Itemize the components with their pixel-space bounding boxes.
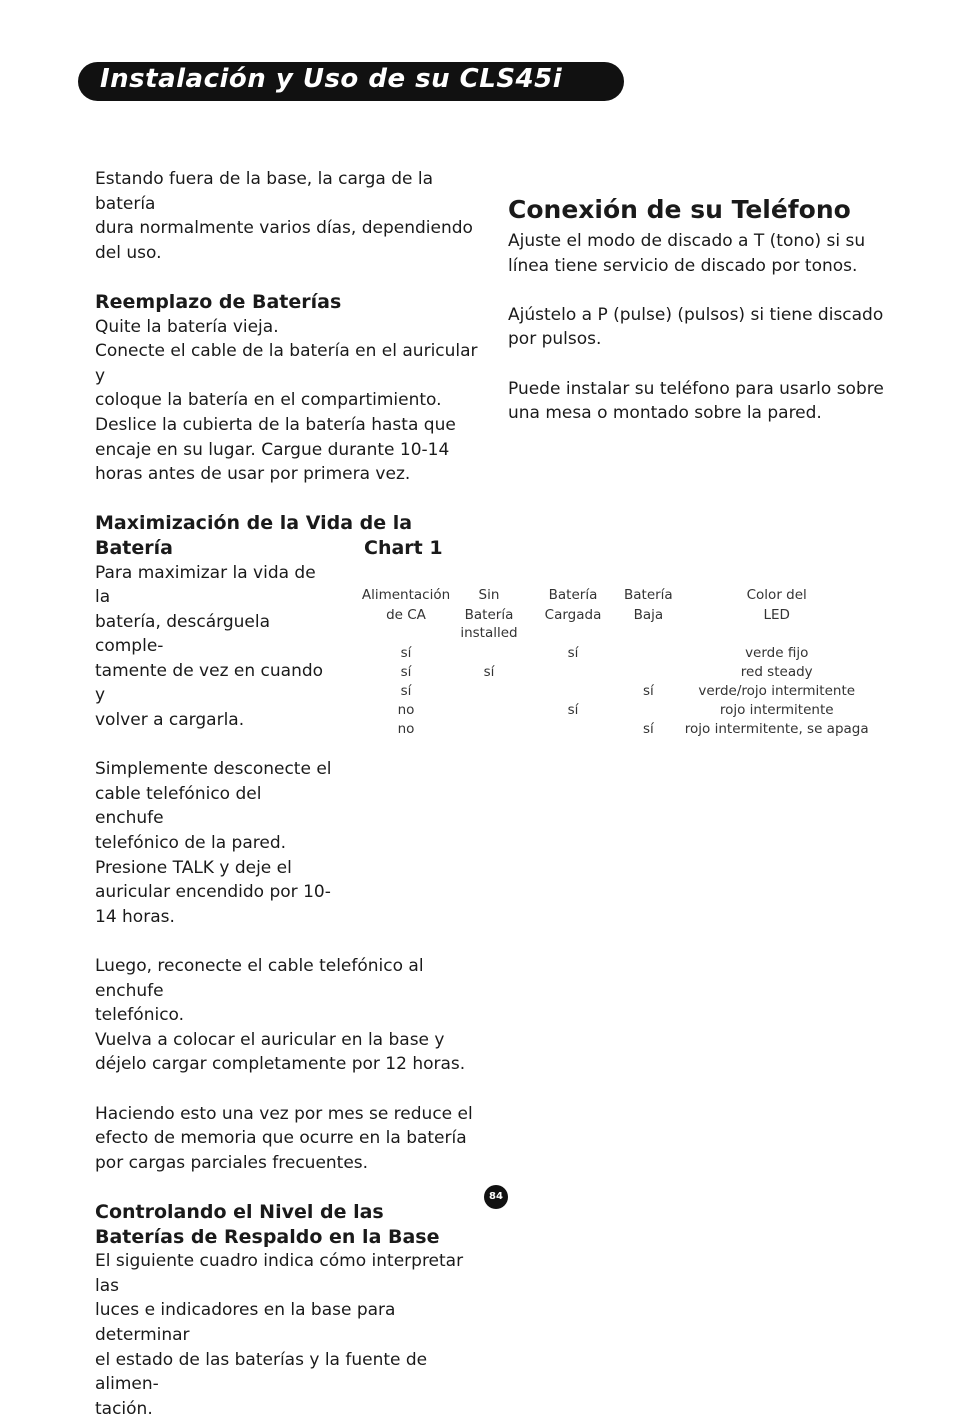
replace-line: horas antes de usar por primera vez. bbox=[95, 464, 411, 485]
maximize-line: 14 horas. bbox=[95, 906, 175, 927]
chart-header-cell: Batería bbox=[624, 587, 673, 603]
chart-header-cell bbox=[624, 625, 673, 644]
status-chart-table bbox=[356, 585, 881, 739]
chart-header-cell bbox=[356, 625, 456, 644]
chart-title: Chart 1 bbox=[364, 537, 443, 559]
table-cell bbox=[624, 663, 673, 682]
maximize-line: cable telefónico del enchufe bbox=[95, 783, 262, 829]
table-cell bbox=[624, 644, 673, 663]
maximize-line: Luego, reconecte el cable telefónico al enchufe bbox=[95, 956, 424, 1001]
control-line: el estado de las baterías y la fuente de alimen- bbox=[95, 1349, 428, 1395]
intro-line: dura normalmente varios días, dependiendo bbox=[95, 218, 473, 239]
page-number-badge: 84 bbox=[484, 1185, 508, 1209]
chart-header-row bbox=[356, 585, 881, 605]
maximize-line: telefónico de la pared. bbox=[95, 833, 287, 854]
table-cell: sí bbox=[400, 664, 412, 680]
chart-header-cell: Sin bbox=[478, 587, 500, 603]
table-cell: red steady bbox=[740, 664, 813, 680]
connection-line: por pulsos. bbox=[508, 329, 602, 350]
control-line: luces e indicadores en la base para determinar bbox=[95, 1300, 396, 1345]
maximize-line: Vuelva a colocar el auricular en la base y bbox=[95, 1029, 445, 1050]
maximize-line: tamente de vez en cuando y bbox=[95, 660, 324, 706]
maximize-line: Haciendo esto una vez por mes se reduce el bbox=[95, 1103, 473, 1124]
table-cell: sí bbox=[642, 683, 654, 699]
connection-heading: Conexión de su Teléfono bbox=[508, 195, 851, 224]
chart-header-row bbox=[356, 605, 881, 625]
chart-header-cell bbox=[522, 625, 624, 644]
chart-header-cell: LED bbox=[763, 607, 790, 623]
table-cell bbox=[522, 682, 624, 701]
connection-line: Ajústelo a P (pulse) (pulsos) si tiene discado bbox=[508, 304, 884, 325]
maximize-line: déjelo cargar completamente por 12 horas. bbox=[95, 1054, 466, 1075]
maximize-line: Presione TALK y deje el bbox=[95, 857, 292, 878]
table-cell bbox=[456, 682, 522, 701]
table-row bbox=[356, 663, 881, 682]
connection-line: Ajuste el modo de discado a T (tono) si su bbox=[508, 231, 866, 251]
chart-header-row bbox=[356, 625, 881, 644]
table-cell bbox=[522, 720, 624, 739]
maximize-line: Para maximizar la vida de la bbox=[95, 562, 316, 608]
maximize-line: efecto de memoria que ocurre en la batería bbox=[95, 1128, 467, 1149]
table-cell bbox=[456, 644, 522, 663]
table-cell: sí bbox=[567, 645, 579, 661]
table-cell: sí bbox=[400, 683, 412, 699]
connection-line: línea tiene servicio de discado por tonos. bbox=[508, 255, 858, 276]
table-cell: sí bbox=[567, 702, 579, 718]
left-column bbox=[95, 167, 490, 1421]
replace-line: encaje en su lugar. Cargue durante 10-14 bbox=[95, 439, 450, 460]
maximize-line: por cargas parciales frecuentes. bbox=[95, 1152, 369, 1173]
table-cell: no bbox=[397, 702, 415, 718]
maximize-line: auricular encendido por 10- bbox=[95, 882, 331, 903]
control-line: El siguiente cuadro indica cómo interpretar las bbox=[95, 1251, 464, 1296]
table-cell bbox=[456, 701, 522, 720]
table-row bbox=[356, 720, 881, 739]
control-line: tación. bbox=[95, 1398, 153, 1419]
table-cell: sí bbox=[483, 664, 495, 680]
table-cell bbox=[456, 720, 522, 739]
maximize-line: volver a cargarla. bbox=[95, 710, 245, 731]
chart-header-cell: Batería bbox=[464, 607, 514, 623]
control-heading: Controlando el Nivel de las bbox=[95, 1200, 384, 1223]
chart-header-cell: Color del bbox=[746, 587, 807, 603]
table-cell: sí bbox=[400, 645, 412, 661]
chart-header-cell: Baja bbox=[633, 607, 664, 623]
chart-header-cell: installed bbox=[460, 625, 518, 641]
replace-line: Conecte el cable de la batería en el auricular y bbox=[95, 341, 478, 386]
table-cell: verde fijo bbox=[745, 645, 809, 661]
table-cell bbox=[624, 701, 673, 720]
replace-line: Deslice la cubierta de la batería hasta que bbox=[95, 414, 456, 435]
table-cell: verde/rojo intermitente bbox=[698, 683, 856, 699]
table-row bbox=[356, 644, 881, 663]
table-cell: sí bbox=[642, 721, 654, 737]
maximize-heading: Batería bbox=[95, 536, 173, 559]
header-banner bbox=[78, 62, 624, 101]
chart-header-cell: Alimentación bbox=[361, 587, 451, 603]
maximize-line: batería, descárguela comple- bbox=[95, 611, 270, 657]
chart-header-cell bbox=[673, 625, 881, 644]
intro-line: Estando fuera de la base, la carga de la batería bbox=[95, 169, 434, 214]
replace-line: Quite la batería vieja. bbox=[95, 316, 279, 337]
maximize-line: telefónico. bbox=[95, 1005, 185, 1026]
table-row bbox=[356, 701, 881, 720]
maximize-line: Simplemente desconecte el bbox=[95, 759, 332, 780]
table-cell: rojo intermitente bbox=[719, 702, 834, 718]
table-cell: rojo intermitente, se apaga bbox=[684, 721, 869, 737]
chart-header-cell: Batería bbox=[548, 587, 598, 603]
intro-line: del uso. bbox=[95, 242, 162, 263]
right-column bbox=[508, 193, 888, 426]
table-cell: no bbox=[397, 721, 415, 737]
replace-heading: Reemplazo de Baterías bbox=[95, 290, 342, 313]
page-title: Instalación y Uso de su CLS45i bbox=[100, 64, 563, 94]
connection-line: Puede instalar su teléfono para usarlo sobre bbox=[508, 378, 884, 399]
connection-line: una mesa o montado sobre la pared. bbox=[508, 403, 822, 424]
chart-header-cell: Cargada bbox=[544, 607, 602, 623]
table-row bbox=[356, 682, 881, 701]
maximize-heading: Maximización de la Vida de la bbox=[95, 512, 413, 535]
table-cell bbox=[522, 663, 624, 682]
control-heading: Baterías de Respaldo en la Base bbox=[95, 1225, 440, 1248]
chart-header-cell: de CA bbox=[386, 607, 426, 623]
replace-line: coloque la batería en el compartimiento. bbox=[95, 390, 442, 411]
